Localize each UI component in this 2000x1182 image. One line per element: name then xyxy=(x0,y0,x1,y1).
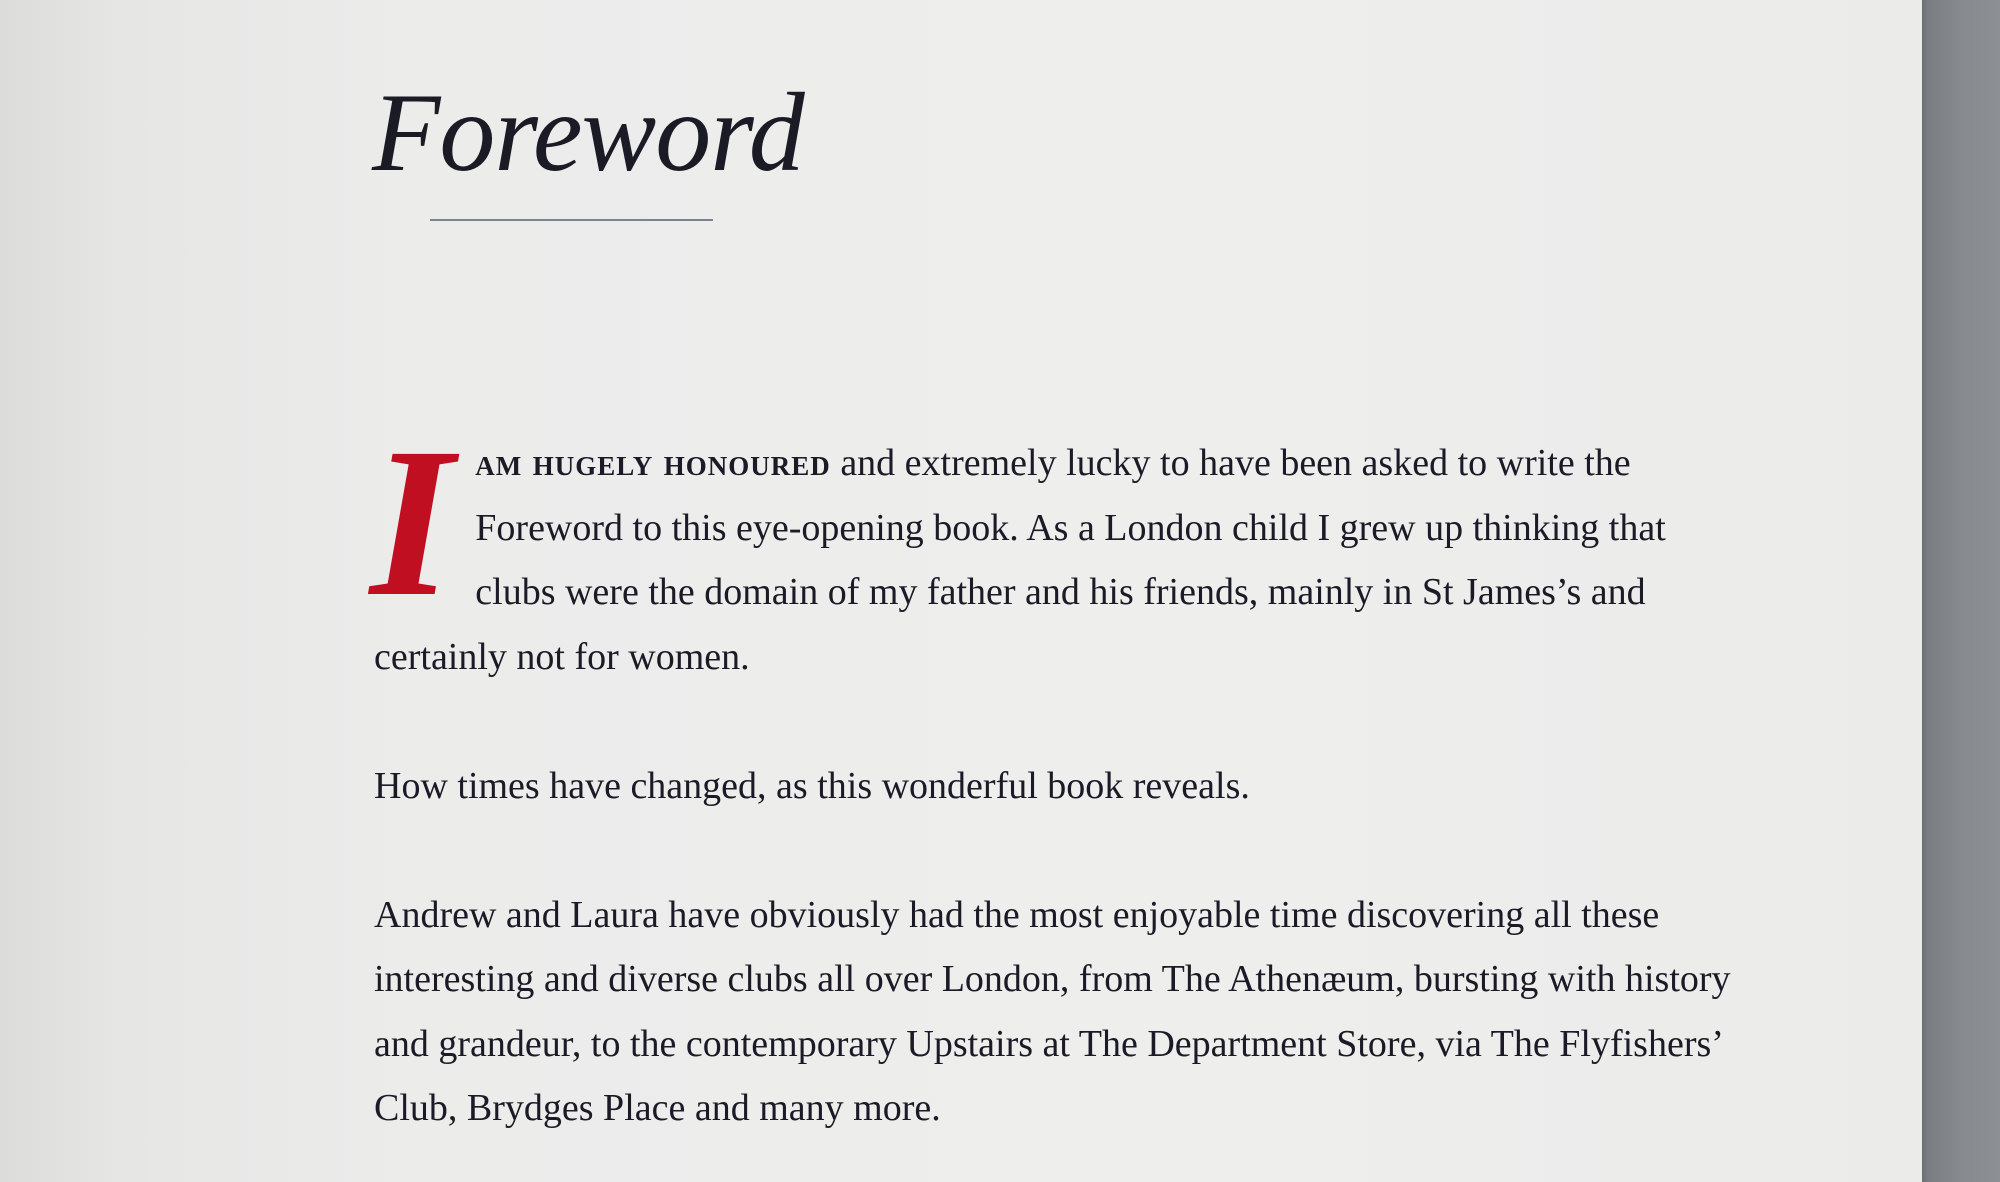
first-paragraph xyxy=(370,404,1734,689)
second-paragraph: How times have changed, as this wonderful book reveals. xyxy=(374,764,1250,807)
lead-in-text: am hugely honoured xyxy=(475,442,831,484)
third-paragraph: Andrew and Laura have obviously had the most enjoyable time discovering all these interesting and diverse clubs all over London, from The Athenæum, bursting with history and grandeur, to the contemporary Upstairs at The Department Store, via The Flyfishers’ Club, Brydges Place and many more. xyxy=(374,893,1731,1129)
background-edge xyxy=(1922,0,2000,1182)
body-text xyxy=(370,404,1734,1182)
drop-cap: I xyxy=(370,404,454,641)
page-heading: Foreword xyxy=(372,71,804,195)
paragraph-1-text: and extremely lucky to have been asked to write the Foreword to this eye-opening book. As a London child I grew up thinking that clubs were the domain of my father and his friends, mainly in St James’s and certainly not for women. xyxy=(374,442,1666,678)
heading-underline xyxy=(430,219,713,221)
